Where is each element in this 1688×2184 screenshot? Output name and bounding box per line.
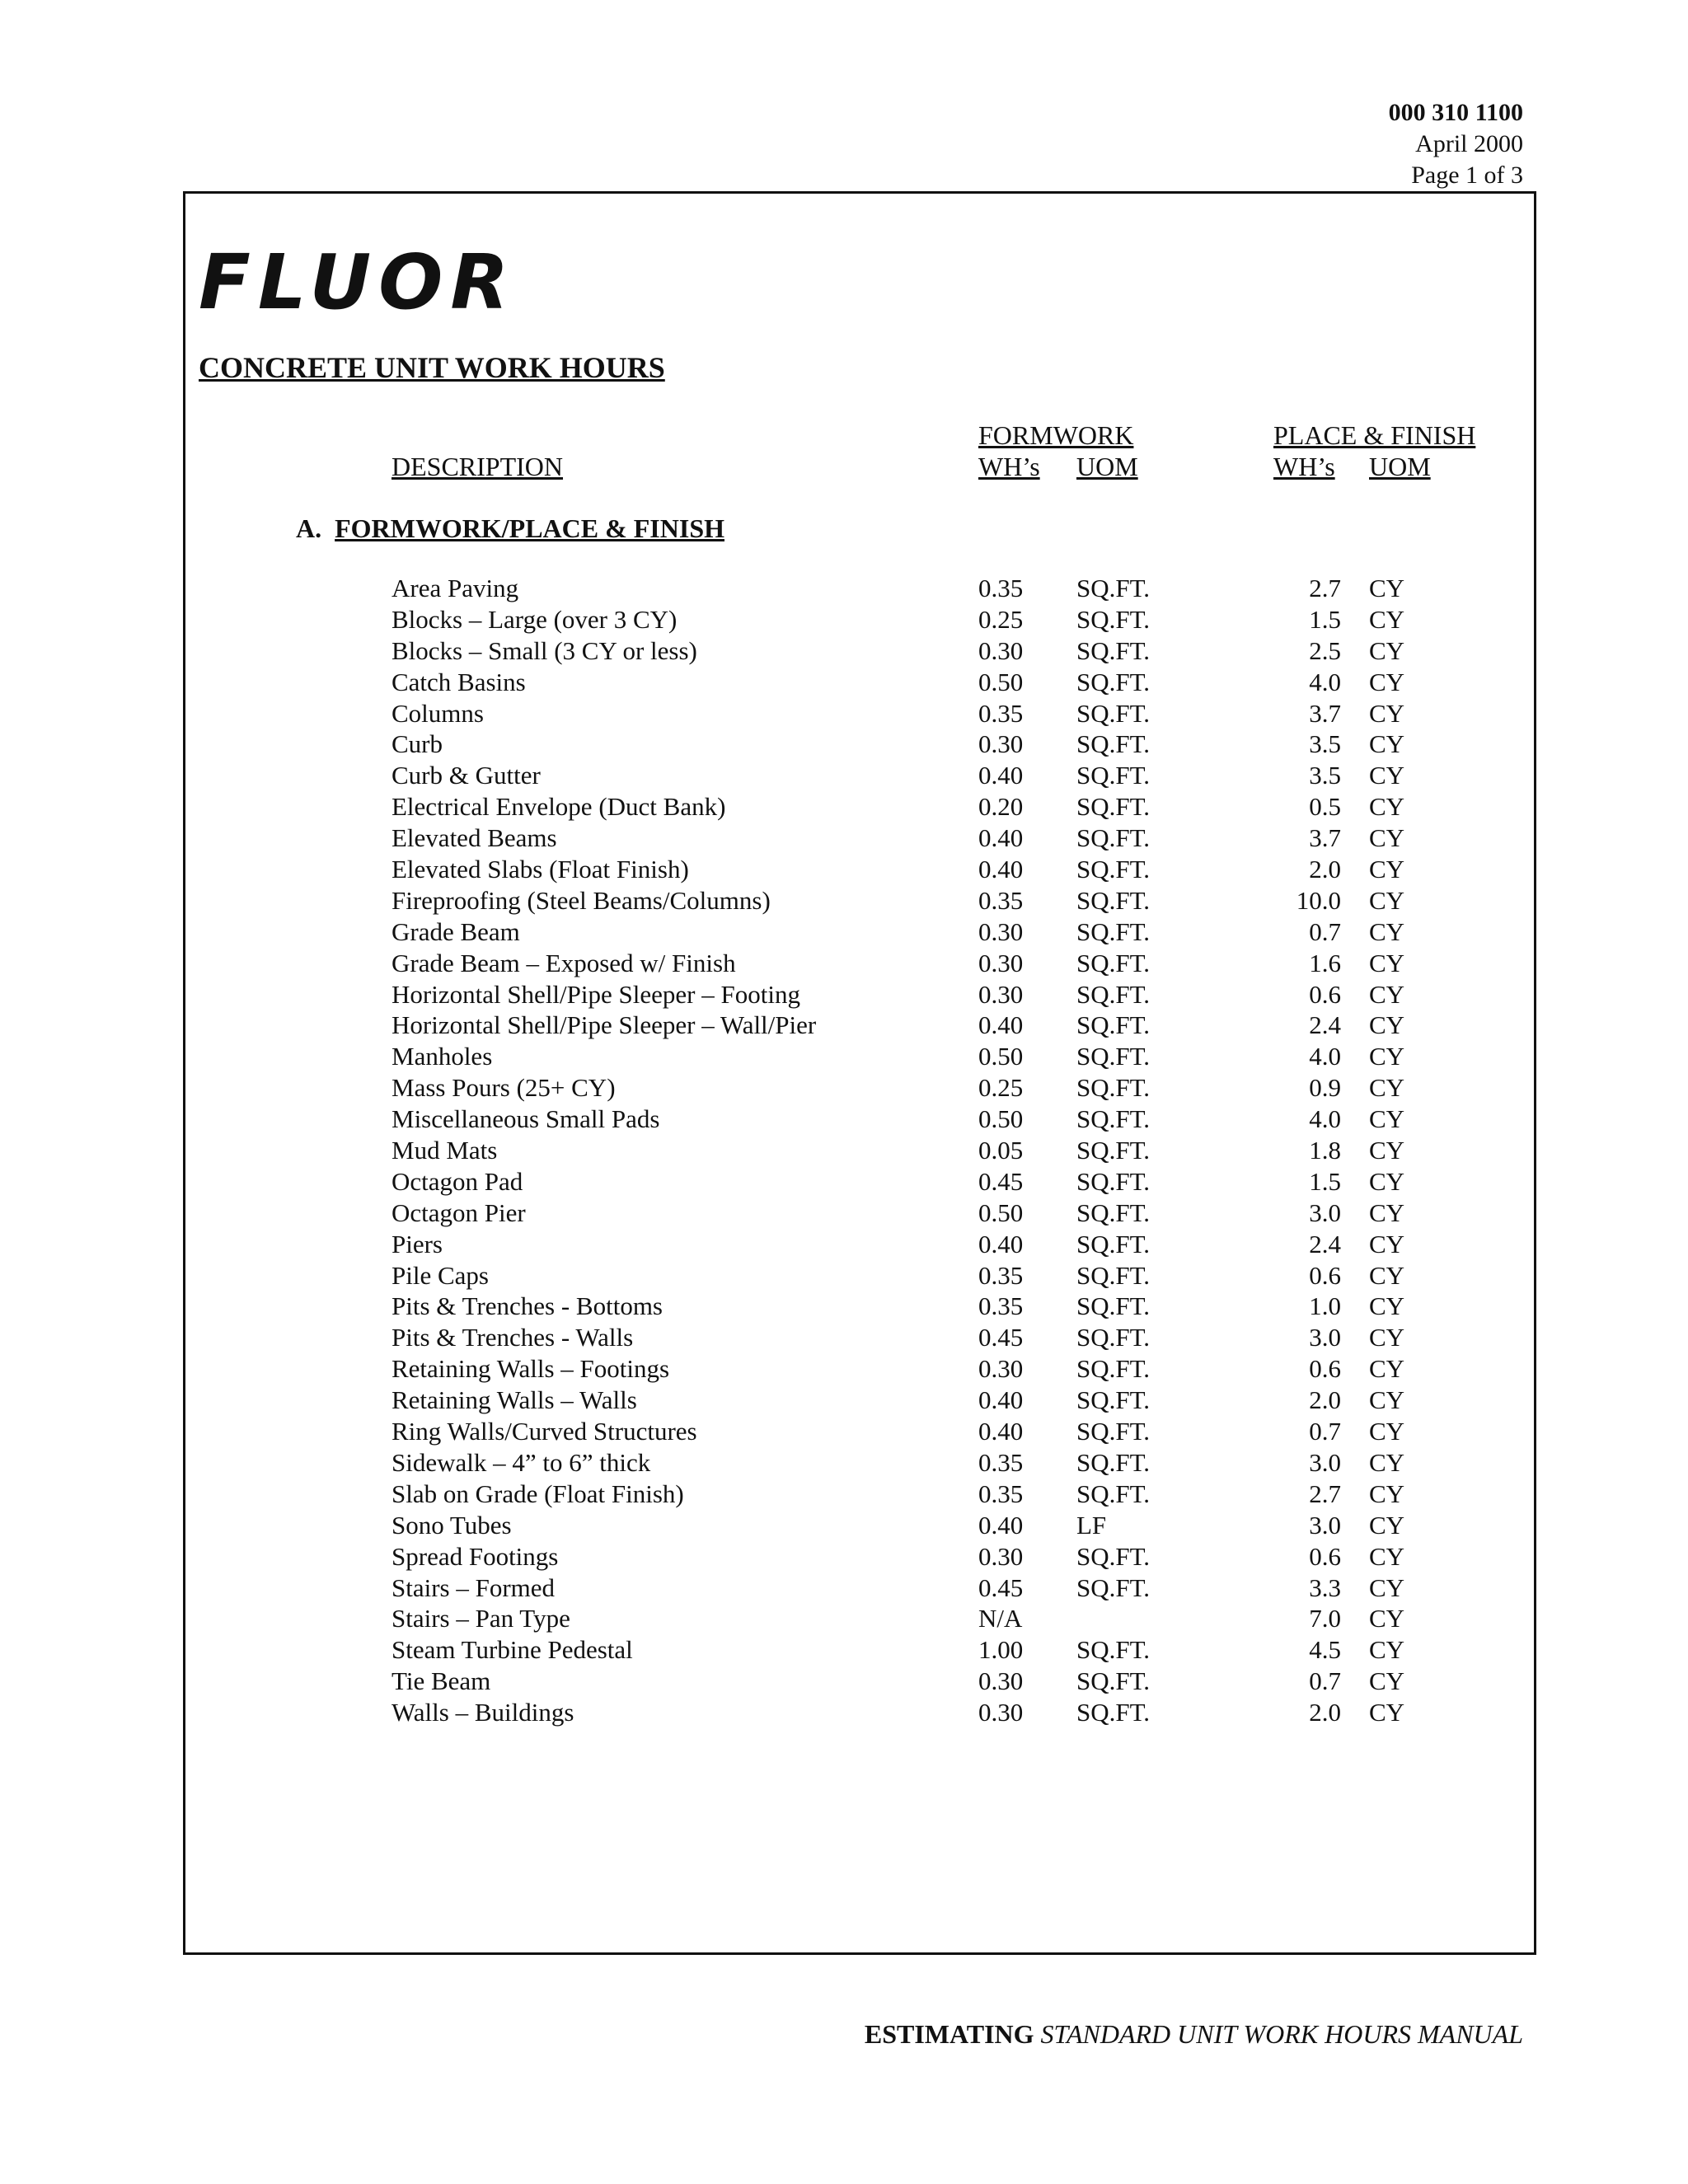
formwork-uom-cell: SQ.FT. bbox=[1076, 1541, 1151, 1571]
place-finish-wh-cell: 1.6 bbox=[1309, 948, 1341, 977]
formwork-uom-cell: SQ.FT. bbox=[1076, 635, 1151, 665]
formwork-wh-cell: 0.35 bbox=[978, 574, 1024, 602]
formwork-wh-cell: N/A bbox=[978, 1604, 1023, 1633]
row-description: Walls – Buildings bbox=[392, 1698, 574, 1727]
place-finish-wh-column-header: WH’s bbox=[1273, 452, 1335, 481]
row-description: Sidewalk – 4” to 6” thick bbox=[392, 1447, 651, 1477]
place-finish-wh-cell: 4.5 bbox=[1309, 1635, 1341, 1665]
place-finish-uom-cell: CY bbox=[1369, 1136, 1405, 1165]
table-row bbox=[185, 1541, 1534, 1572]
table-row bbox=[185, 854, 1534, 885]
row-description: Sono Tubes bbox=[392, 1510, 512, 1540]
table-row bbox=[185, 1166, 1534, 1197]
row-description: Grade Beam bbox=[392, 916, 520, 946]
formwork-wh-cell: 0.45 bbox=[978, 1323, 1024, 1352]
formwork-uom-cell: SQ.FT. bbox=[1076, 855, 1151, 884]
place-finish-wh-cell: 7.0 bbox=[1309, 1604, 1341, 1633]
formwork-wh-cell: 0.30 bbox=[978, 979, 1024, 1009]
place-finish-wh-cell: 3.0 bbox=[1309, 1447, 1341, 1477]
table-row bbox=[185, 916, 1534, 948]
place-finish-uom-cell: CY bbox=[1369, 1604, 1405, 1633]
formwork-uom-cell: SQ.FT. bbox=[1076, 948, 1151, 977]
formwork-wh-cell: 0.35 bbox=[978, 885, 1024, 915]
content-frame bbox=[183, 191, 1536, 1955]
row-description: Pits & Trenches - Bottoms bbox=[392, 1291, 663, 1321]
place-finish-uom-cell: CY bbox=[1369, 574, 1405, 602]
formwork-wh-cell: 1.00 bbox=[978, 1635, 1024, 1665]
place-finish-wh-cell: 4.0 bbox=[1309, 1042, 1341, 1071]
section-heading bbox=[296, 513, 724, 544]
place-finish-uom-cell: CY bbox=[1369, 1104, 1405, 1134]
place-finish-wh-cell: 1.0 bbox=[1309, 1291, 1341, 1321]
row-description: Columns bbox=[392, 698, 484, 728]
table-row bbox=[185, 729, 1534, 760]
place-finish-wh-cell: 0.5 bbox=[1309, 792, 1341, 822]
row-description: Miscellaneous Small Pads bbox=[392, 1104, 660, 1134]
table-row bbox=[185, 635, 1534, 667]
row-description: Pits & Trenches - Walls bbox=[392, 1323, 634, 1352]
row-description: Spread Footings bbox=[392, 1541, 559, 1571]
table-row bbox=[185, 1385, 1534, 1416]
formwork-uom-cell: SQ.FT. bbox=[1076, 1073, 1151, 1103]
place-finish-uom-cell: CY bbox=[1369, 1260, 1405, 1290]
formwork-wh-cell: 0.40 bbox=[978, 855, 1024, 884]
table-row bbox=[185, 1291, 1534, 1322]
table-row bbox=[185, 1041, 1534, 1072]
table-row bbox=[185, 1260, 1534, 1291]
formwork-uom-cell: SQ.FT. bbox=[1076, 1635, 1151, 1665]
place-finish-uom-cell: CY bbox=[1369, 1073, 1405, 1103]
table-row bbox=[185, 604, 1534, 635]
place-finish-uom-cell: CY bbox=[1369, 1166, 1405, 1196]
formwork-wh-cell: 0.30 bbox=[978, 948, 1024, 977]
formwork-wh-cell: 0.45 bbox=[978, 1572, 1024, 1602]
table-row bbox=[185, 791, 1534, 823]
place-finish-wh-cell: 0.6 bbox=[1309, 979, 1341, 1009]
table-row bbox=[185, 1697, 1534, 1728]
place-finish-uom-cell: CY bbox=[1369, 1541, 1405, 1571]
formwork-uom-cell: SQ.FT. bbox=[1076, 1042, 1151, 1071]
table-row bbox=[185, 1322, 1534, 1353]
row-description: Retaining Walls – Walls bbox=[392, 1385, 637, 1415]
document-number: 000 310 1100 bbox=[1388, 99, 1523, 126]
formwork-wh-cell: 0.30 bbox=[978, 916, 1024, 946]
place-finish-uom-cell: CY bbox=[1369, 1229, 1405, 1258]
place-finish-uom-cell: CY bbox=[1369, 1698, 1405, 1727]
formwork-wh-cell: 0.40 bbox=[978, 1385, 1024, 1415]
place-finish-wh-cell: 1.8 bbox=[1309, 1136, 1341, 1165]
place-finish-wh-cell: 2.4 bbox=[1309, 1229, 1341, 1258]
row-description: Blocks – Large (over 3 CY) bbox=[392, 604, 678, 634]
row-description: Steam Turbine Pedestal bbox=[392, 1635, 633, 1665]
place-finish-wh-cell: 2.7 bbox=[1309, 1479, 1341, 1508]
page-footer bbox=[865, 2019, 1523, 2050]
formwork-wh-cell: 0.30 bbox=[978, 1541, 1024, 1571]
row-description: Grade Beam – Exposed w/ Finish bbox=[392, 948, 736, 977]
place-finish-uom-cell: CY bbox=[1369, 823, 1405, 853]
place-finish-wh-cell: 2.5 bbox=[1309, 635, 1341, 665]
table-row bbox=[185, 760, 1534, 791]
row-description: Mass Pours (25+ CY) bbox=[392, 1073, 616, 1103]
formwork-wh-column-header: WH’s bbox=[978, 452, 1040, 481]
table-row bbox=[185, 1634, 1534, 1666]
place-finish-wh-cell: 2.4 bbox=[1309, 1010, 1341, 1040]
place-finish-wh-cell: 0.9 bbox=[1309, 1073, 1341, 1103]
place-finish-wh-cell: 0.6 bbox=[1309, 1260, 1341, 1290]
formwork-uom-column-header: UOM bbox=[1076, 452, 1138, 481]
formwork-uom-cell: SQ.FT. bbox=[1076, 1666, 1151, 1696]
row-description: Curb & Gutter bbox=[392, 761, 541, 790]
place-finish-wh-cell: 10.0 bbox=[1296, 885, 1341, 915]
work-hours-table bbox=[185, 573, 1534, 1728]
place-finish-wh-cell: 3.0 bbox=[1309, 1197, 1341, 1227]
table-row bbox=[185, 1010, 1534, 1041]
formwork-uom-cell: SQ.FT. bbox=[1076, 1229, 1151, 1258]
formwork-wh-cell: 0.05 bbox=[978, 1136, 1024, 1165]
formwork-uom-cell: SQ.FT. bbox=[1076, 1291, 1151, 1321]
formwork-wh-cell: 0.45 bbox=[978, 1166, 1024, 1196]
place-finish-wh-cell: 4.0 bbox=[1309, 667, 1341, 696]
place-finish-uom-cell: CY bbox=[1369, 1323, 1405, 1352]
table-row bbox=[185, 1353, 1534, 1385]
place-finish-wh-cell: 3.7 bbox=[1309, 698, 1341, 728]
formwork-uom-cell: SQ.FT. bbox=[1076, 1698, 1151, 1727]
formwork-wh-cell: 0.40 bbox=[978, 761, 1024, 790]
place-finish-uom-cell: CY bbox=[1369, 916, 1405, 946]
place-finish-uom-cell: CY bbox=[1369, 1510, 1405, 1540]
place-finish-wh-cell: 2.0 bbox=[1309, 1698, 1341, 1727]
table-row bbox=[185, 1104, 1534, 1135]
place-finish-wh-cell: 3.0 bbox=[1309, 1510, 1341, 1540]
formwork-wh-cell: 0.40 bbox=[978, 823, 1024, 853]
formwork-uom-cell: LF bbox=[1076, 1510, 1107, 1540]
formwork-wh-cell: 0.30 bbox=[978, 1354, 1024, 1384]
place-finish-wh-cell: 3.5 bbox=[1309, 761, 1341, 790]
formwork-wh-cell: 0.30 bbox=[978, 1698, 1024, 1727]
formwork-wh-cell: 0.35 bbox=[978, 1447, 1024, 1477]
place-finish-uom-cell: CY bbox=[1369, 604, 1405, 634]
document-date: April 2000 bbox=[1415, 130, 1523, 157]
place-finish-wh-cell: 0.7 bbox=[1309, 1417, 1341, 1446]
formwork-uom-cell: SQ.FT. bbox=[1076, 979, 1151, 1009]
place-finish-uom-cell: CY bbox=[1369, 1479, 1405, 1508]
table-row bbox=[185, 573, 1534, 604]
place-finish-uom-cell: CY bbox=[1369, 1197, 1405, 1227]
table-row bbox=[185, 885, 1534, 916]
formwork-uom-cell: SQ.FT. bbox=[1076, 1354, 1151, 1384]
place-finish-uom-cell: CY bbox=[1369, 729, 1405, 759]
section-letter: A. bbox=[296, 513, 322, 543]
formwork-uom-cell: SQ.FT. bbox=[1076, 916, 1151, 946]
formwork-wh-cell: 0.30 bbox=[978, 635, 1024, 665]
formwork-wh-cell: 0.35 bbox=[978, 1291, 1024, 1321]
formwork-uom-cell: SQ.FT. bbox=[1076, 1479, 1151, 1508]
place-finish-uom-cell: CY bbox=[1369, 1291, 1405, 1321]
table-row bbox=[185, 1510, 1534, 1541]
place-finish-uom-column-header: UOM bbox=[1369, 452, 1431, 481]
table-row bbox=[185, 823, 1534, 854]
place-finish-uom-cell: CY bbox=[1369, 698, 1405, 728]
formwork-wh-cell: 0.50 bbox=[978, 1104, 1024, 1134]
formwork-wh-cell: 0.50 bbox=[978, 1197, 1024, 1227]
company-logo: FLUOR bbox=[199, 238, 517, 326]
row-description: Elevated Beams bbox=[392, 823, 557, 853]
place-finish-uom-cell: CY bbox=[1369, 885, 1405, 915]
table-row bbox=[185, 1229, 1534, 1260]
formwork-uom-cell: SQ.FT. bbox=[1076, 1136, 1151, 1165]
row-description: Tie Beam bbox=[392, 1666, 491, 1696]
formwork-wh-cell: 0.35 bbox=[978, 1260, 1024, 1290]
footer-bold-text: ESTIMATING bbox=[864, 2019, 1034, 2049]
row-description: Piers bbox=[392, 1229, 443, 1258]
formwork-uom-cell: SQ.FT. bbox=[1076, 1572, 1151, 1602]
formwork-wh-cell: 0.50 bbox=[978, 667, 1024, 696]
formwork-uom-cell: SQ.FT. bbox=[1076, 1417, 1151, 1446]
place-finish-wh-cell: 3.3 bbox=[1309, 1572, 1341, 1602]
place-finish-wh-cell: 0.6 bbox=[1309, 1354, 1341, 1384]
formwork-wh-cell: 0.25 bbox=[978, 604, 1024, 634]
place-finish-uom-cell: CY bbox=[1369, 1447, 1405, 1477]
place-finish-wh-cell: 2.0 bbox=[1309, 855, 1341, 884]
document-header bbox=[1389, 97, 1523, 191]
formwork-wh-cell: 0.50 bbox=[978, 1042, 1024, 1071]
formwork-uom-cell: SQ.FT. bbox=[1076, 1260, 1151, 1290]
table-row bbox=[185, 1416, 1534, 1447]
place-finish-uom-cell: CY bbox=[1369, 855, 1405, 884]
table-row bbox=[185, 1572, 1534, 1604]
formwork-uom-cell: SQ.FT. bbox=[1076, 1447, 1151, 1477]
table-row bbox=[185, 1072, 1534, 1104]
section-title: FORMWORK/PLACE & FINISH bbox=[335, 513, 724, 543]
table-row bbox=[185, 667, 1534, 698]
place-finish-uom-cell: CY bbox=[1369, 792, 1405, 822]
formwork-uom-cell: SQ.FT. bbox=[1076, 1323, 1151, 1352]
row-description: Fireproofing (Steel Beams/Columns) bbox=[392, 885, 771, 915]
row-description: Horizontal Shell/Pipe Sleeper – Wall/Pier bbox=[392, 1010, 817, 1040]
formwork-wh-cell: 0.40 bbox=[978, 1510, 1024, 1540]
place-finish-uom-cell: CY bbox=[1369, 948, 1405, 977]
table-row bbox=[185, 1135, 1534, 1166]
row-description: Pile Caps bbox=[392, 1260, 489, 1290]
formwork-uom-cell: SQ.FT. bbox=[1076, 792, 1151, 822]
place-finish-uom-cell: CY bbox=[1369, 667, 1405, 696]
formwork-wh-cell: 0.35 bbox=[978, 1479, 1024, 1508]
place-finish-wh-cell: 2.0 bbox=[1309, 1385, 1341, 1415]
place-finish-uom-cell: CY bbox=[1369, 1010, 1405, 1040]
place-finish-uom-cell: CY bbox=[1369, 1666, 1405, 1696]
place-finish-wh-cell: 4.0 bbox=[1309, 1104, 1341, 1134]
place-finish-uom-cell: CY bbox=[1369, 761, 1405, 790]
footer-italic-text: STANDARD UNIT WORK HOURS MANUAL bbox=[1040, 2019, 1523, 2049]
row-description: Curb bbox=[392, 729, 443, 759]
row-description: Manholes bbox=[392, 1042, 493, 1071]
place-finish-wh-cell: 0.7 bbox=[1309, 916, 1341, 946]
row-description: Electrical Envelope (Duct Bank) bbox=[392, 792, 726, 822]
formwork-wh-cell: 0.35 bbox=[978, 698, 1024, 728]
place-finish-uom-cell: CY bbox=[1369, 1635, 1405, 1665]
table-row bbox=[185, 979, 1534, 1010]
row-description: Catch Basins bbox=[392, 667, 526, 696]
formwork-uom-cell: SQ.FT. bbox=[1076, 729, 1151, 759]
table-row bbox=[185, 1197, 1534, 1229]
place-finish-wh-cell: 0.6 bbox=[1309, 1541, 1341, 1571]
table-row bbox=[185, 1479, 1534, 1510]
formwork-wh-cell: 0.30 bbox=[978, 729, 1024, 759]
table-row bbox=[185, 1603, 1534, 1634]
row-description: Octagon Pad bbox=[392, 1166, 523, 1196]
formwork-wh-cell: 0.20 bbox=[978, 792, 1024, 822]
formwork-uom-cell: SQ.FT. bbox=[1076, 885, 1151, 915]
formwork-group-header: FORMWORK bbox=[978, 420, 1134, 450]
row-description: Horizontal Shell/Pipe Sleeper – Footing bbox=[392, 979, 800, 1009]
place-finish-uom-cell: CY bbox=[1369, 1385, 1405, 1415]
row-description: Octagon Pier bbox=[392, 1197, 526, 1227]
row-description: Slab on Grade (Float Finish) bbox=[392, 1479, 684, 1508]
row-description: Blocks – Small (3 CY or less) bbox=[392, 635, 697, 665]
place-finish-wh-cell: 3.0 bbox=[1309, 1323, 1341, 1352]
formwork-uom-cell: SQ.FT. bbox=[1076, 1166, 1151, 1196]
formwork-wh-cell: 0.40 bbox=[978, 1229, 1024, 1258]
place-finish-wh-cell: 2.7 bbox=[1309, 574, 1341, 602]
formwork-wh-cell: 0.25 bbox=[978, 1073, 1024, 1103]
description-column-header: DESCRIPTION bbox=[392, 452, 564, 481]
place-finish-wh-cell: 3.5 bbox=[1309, 729, 1341, 759]
row-description: Ring Walls/Curved Structures bbox=[392, 1417, 697, 1446]
formwork-wh-cell: 0.30 bbox=[978, 1666, 1024, 1696]
formwork-uom-cell: SQ.FT. bbox=[1076, 574, 1151, 602]
formwork-uom-cell: SQ.FT. bbox=[1076, 1010, 1151, 1040]
row-description: Stairs – Formed bbox=[392, 1572, 556, 1602]
place-finish-group-header: PLACE & FINISH bbox=[1273, 420, 1476, 450]
place-finish-wh-cell: 1.5 bbox=[1309, 1166, 1341, 1196]
formwork-uom-cell: SQ.FT. bbox=[1076, 1197, 1151, 1227]
place-finish-uom-cell: CY bbox=[1369, 1417, 1405, 1446]
place-finish-uom-cell: CY bbox=[1369, 635, 1405, 665]
place-finish-uom-cell: CY bbox=[1369, 1042, 1405, 1071]
row-description: Elevated Slabs (Float Finish) bbox=[392, 855, 689, 884]
place-finish-wh-cell: 0.7 bbox=[1309, 1666, 1341, 1696]
table-row bbox=[185, 1447, 1534, 1479]
place-finish-uom-cell: CY bbox=[1369, 979, 1405, 1009]
page-indicator: Page 1 of 3 bbox=[1411, 162, 1523, 189]
table-row bbox=[185, 1666, 1534, 1697]
formwork-uom-cell: SQ.FT. bbox=[1076, 761, 1151, 790]
formwork-uom-cell: SQ.FT. bbox=[1076, 1385, 1151, 1415]
table-row bbox=[185, 948, 1534, 979]
formwork-wh-cell: 0.40 bbox=[978, 1010, 1024, 1040]
row-description: Retaining Walls – Footings bbox=[392, 1354, 670, 1384]
place-finish-wh-cell: 3.7 bbox=[1309, 823, 1341, 853]
page-title: CONCRETE UNIT WORK HOURS bbox=[199, 351, 665, 384]
formwork-uom-cell: SQ.FT. bbox=[1076, 698, 1151, 728]
formwork-uom-cell: SQ.FT. bbox=[1076, 604, 1151, 634]
formwork-uom-cell: SQ.FT. bbox=[1076, 823, 1151, 853]
place-finish-uom-cell: CY bbox=[1369, 1572, 1405, 1602]
formwork-uom-cell: SQ.FT. bbox=[1076, 667, 1151, 696]
place-finish-wh-cell: 1.5 bbox=[1309, 604, 1341, 634]
place-finish-uom-cell: CY bbox=[1369, 1354, 1405, 1384]
table-row bbox=[185, 698, 1534, 729]
row-description: Stairs – Pan Type bbox=[392, 1604, 570, 1633]
row-description: Mud Mats bbox=[392, 1136, 498, 1165]
formwork-uom-cell: SQ.FT. bbox=[1076, 1104, 1151, 1134]
formwork-wh-cell: 0.40 bbox=[978, 1417, 1024, 1446]
row-description: Area Paving bbox=[392, 574, 519, 602]
